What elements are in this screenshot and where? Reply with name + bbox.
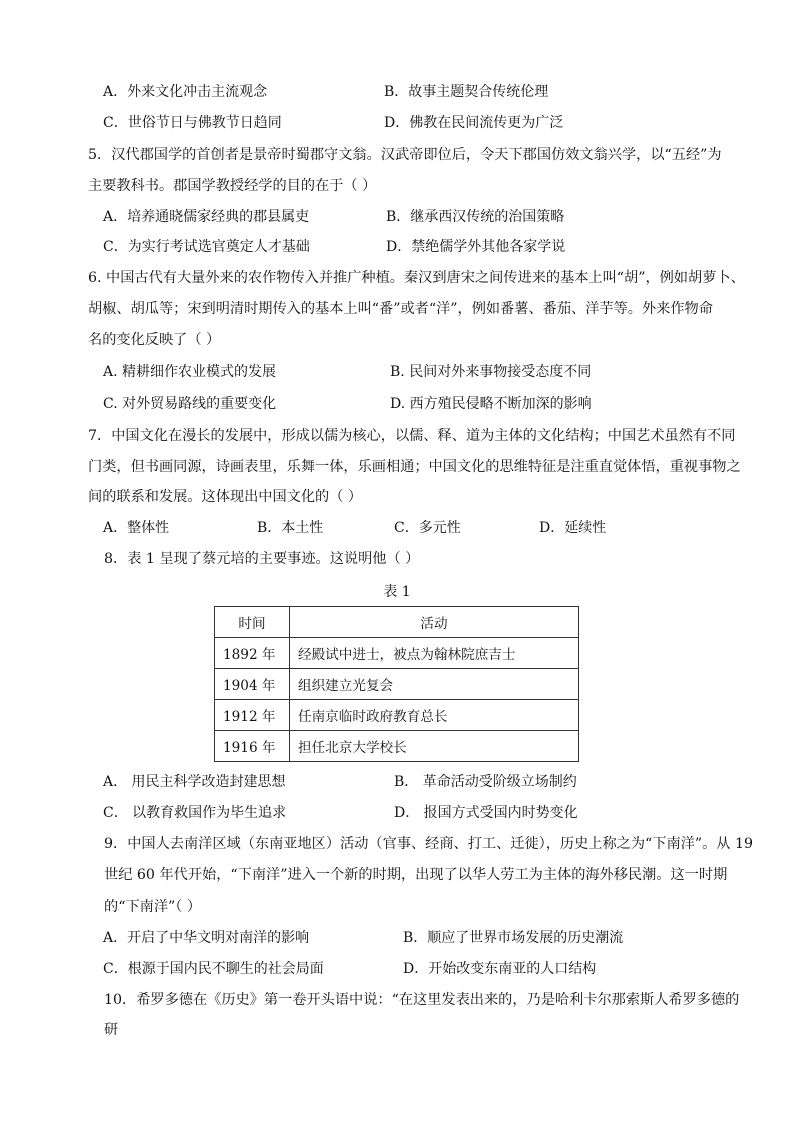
- q5-option-a: A．培养通晓儒家经典的郡县属吏: [103, 209, 310, 225]
- q4-option-a: A．外来文化冲击主流观念: [103, 84, 268, 100]
- q6-option-a: A. 精耕细作农业模式的发展: [103, 364, 277, 380]
- q7-stem-line-3: 间的联系和发展。这体现出中国文化的（ ）: [88, 489, 363, 505]
- table-cell-time: 1904 年: [215, 669, 290, 700]
- table-row: [215, 700, 579, 731]
- q8-option-b: B． 革命活动受阶级立场制约: [394, 774, 577, 790]
- table-cell-activity: 经殿试中进士，被点为翰林院庶吉士: [290, 638, 579, 669]
- q8-option-c: C． 以教育救国作为毕生追求: [103, 805, 287, 821]
- q9-stem-line-3: 的“下南洋”（ ）: [104, 899, 202, 915]
- q10-stem-line-1: 10．希罗多德在《历史》第一卷开头语中说：“在这里发表出来的，乃是哈利卡尔那索斯人希罗多德的: [104, 992, 740, 1008]
- q5-option-d: D．禁绝儒学外其他各家学说: [386, 239, 566, 255]
- table-cell-activity: 组织建立光复会: [290, 669, 579, 700]
- table-header-time: 时间: [215, 607, 290, 638]
- q8-stem: 8．表 1 呈现了蔡元培的主要事迹。这说明他（ ）: [104, 551, 420, 567]
- q4-option-c: C．世俗节日与佛教节日趋同: [103, 115, 282, 131]
- q6-stem-line-3: 名的变化反映了（ ）: [88, 332, 221, 348]
- q9-option-a: A．开启了中华文明对南洋的影响: [103, 930, 310, 946]
- q7-option-c: C．多元性: [394, 520, 461, 536]
- table-cell-activity: 任南京临时政府教育总长: [290, 700, 579, 731]
- q8-option-a: A． 用民主科学改造封建思想: [103, 774, 286, 790]
- q5-option-c: C．为实行考试选官奠定人才基础: [103, 239, 310, 255]
- q7-stem-line-1: 7．中国文化在漫长的发展中，形成以儒为核心，以儒、释、道为主体的文化结构；中国艺术虽然有不同: [88, 428, 736, 444]
- q7-option-b: B．本土性: [257, 520, 324, 536]
- q5-stem-line-2: 主要教科书。郡国学教授经学的目的在于（ ）: [88, 178, 377, 194]
- table-cell-activity: 担任北京大学校长: [290, 731, 579, 762]
- q4-option-d: D．佛教在民间流传更为广泛: [384, 115, 564, 131]
- q8-option-d: D． 报国方式受国内时势变化: [394, 805, 578, 821]
- q10-stem-line-2: 研: [104, 1022, 119, 1038]
- q7-option-d: D．延续性: [539, 520, 607, 536]
- q4-option-b: B．故事主题契合传统伦理: [384, 84, 549, 100]
- q9-option-c: C．根源于国内民不聊生的社会局面: [103, 961, 324, 977]
- q7-option-a: A．整体性: [103, 520, 170, 536]
- q9-option-b: B．顺应了世界市场发展的历史潮流: [403, 930, 624, 946]
- table-cell-time: 1892 年: [215, 638, 290, 669]
- table-header-activity: 活动: [290, 607, 579, 638]
- q7-stem-line-2: 门类，但书画同源，诗画表里，乐舞一体，乐画相通；中国文化的思维特征是注重直觉体悟，重视事物之: [88, 459, 741, 475]
- table-cell-time: 1916 年: [215, 731, 290, 762]
- q6-stem-line-1: 6. 中国古代有大量外来的农作物传入并推广种植。秦汉到唐宋之间传进来的基本上叫“胡”，例如胡萝卜、: [88, 270, 745, 286]
- table-cell-time: 1912 年: [215, 700, 290, 731]
- q6-option-d: D. 西方殖民侵略不断加深的影响: [390, 396, 592, 412]
- q9-option-d: D．开始改变东南亚的人口结构: [403, 961, 597, 977]
- table-row: [215, 669, 579, 700]
- q5-option-b: B．继承西汉传统的治国策略: [386, 209, 565, 225]
- q8-table: [214, 606, 579, 762]
- q6-option-b: B. 民间对外来事物接受态度不同: [390, 364, 592, 380]
- q9-stem-line-2: 世纪 60 年代开始，“下南洋”进入一个新的时期，出现了以华人劳工为主体的海外移民潮。这一时期: [104, 867, 728, 883]
- table-row: [215, 638, 579, 669]
- table-header-row: [215, 607, 579, 638]
- q6-option-c: C. 对外贸易路线的重要变化: [103, 396, 277, 412]
- q8-table-title: 表 1: [383, 584, 411, 600]
- q5-stem-line-1: 5．汉代郡国学的首创者是景帝时蜀郡守文翁。汉武帝即位后，令天下郡国仿效文翁兴学，以“五经”为: [88, 147, 722, 163]
- q9-stem-line-1: 9．中国人去南洋区域（东南亚地区）活动（官事、经商、打工、迁徙），历史上称之为“下南洋”。从 19: [104, 836, 754, 852]
- table-row: [215, 731, 579, 762]
- q6-stem-line-2: 胡椒、胡瓜等；宋到明清时期传入的基本上叫“番”或者“洋”，例如番薯、番茄、洋芋等。外来作物命: [88, 301, 713, 317]
